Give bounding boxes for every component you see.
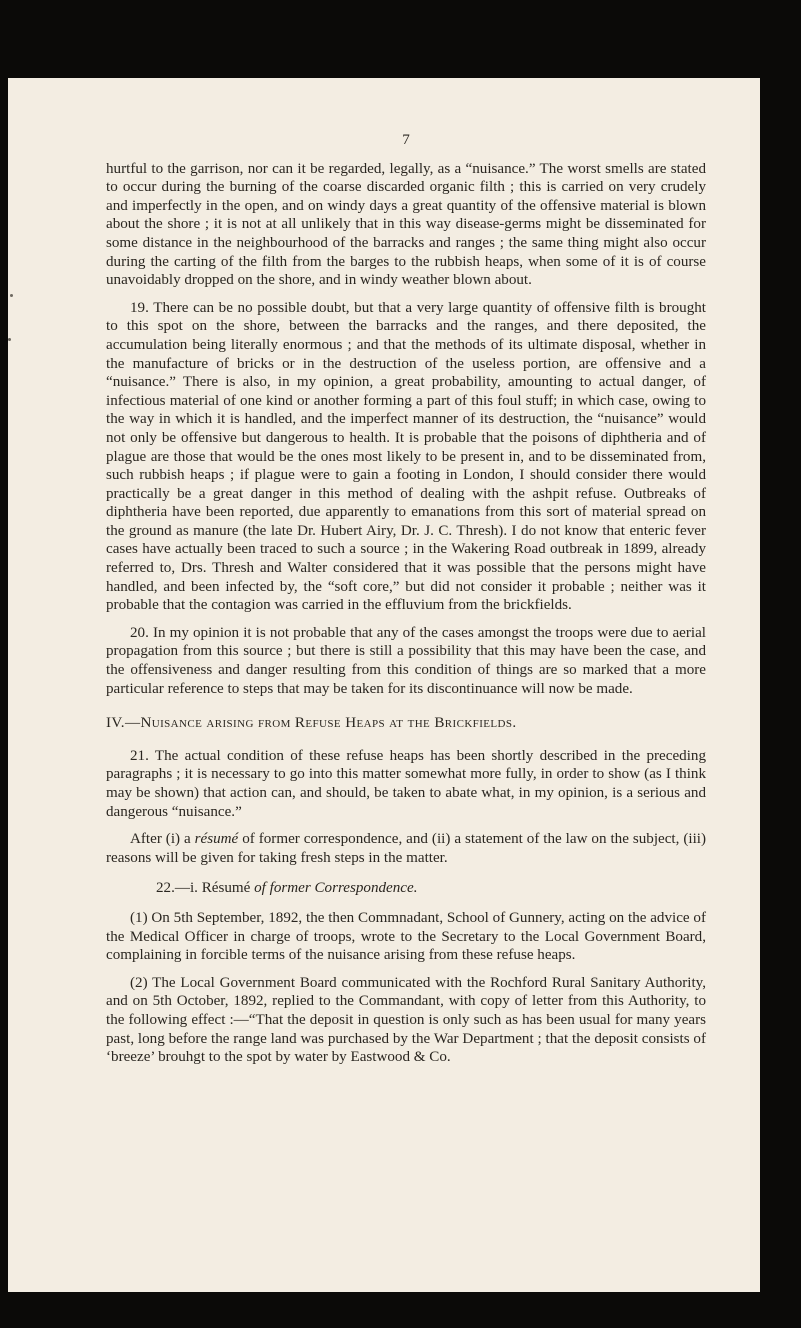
- paragraph-after: [106, 830, 706, 867]
- after-text-start: After (i) a: [130, 831, 195, 848]
- numbered-paragraph-2: (2) The Local Government Board communicated with the Rochford Rural Sanitary Authority, and on 5th October, 1892, replied to the Commandant, with copy of letter from this Authority, to the following effect :—“That the deposit in question is only such as has been usual for many years past, long before the range land was purchased by the War Department ; that the deposit consists of ‘breeze’ brouhgt to the spot by water by Eastwood & Co.: [106, 974, 706, 1066]
- section-heading-prefix: IV.—: [106, 715, 141, 732]
- section-heading-title: Nuisance arising from Refuse Heaps at the Brickfields.: [140, 715, 517, 732]
- numbered-paragraph-1: (1) On 5th September, 1892, the then Commnadant, School of Gunnery, acting on the advice of the Medical Officer in charge of troops, wrote to the Secretary to the Local Government Board, complaining in forcible terms of the nuisance arising from these refuse heaps.: [106, 909, 706, 964]
- paragraph-20: 20. In my opinion it is not probable that any of the cases amongst the troops were due to aerial propagation from this source ; but there is still a possibility that this may have been the case, and the offensiveness and danger resulting from this condition of things are so marked that a more particular reference to steps that may be taken for its discontinuance will now be made.: [106, 624, 706, 697]
- after-text-end: of former correspondence, and (ii) a statement of the law on the subject, (iii) reasons will be given for taking fresh steps in the matter.: [106, 831, 706, 866]
- paragraph-21: 21. The actual condition of these refuse heaps has been shortly described in the preceding paragraphs ; it is necessary to go into this matter somewhat more fully, in order to show (as I think may be shown) that action can, and should, be taken to abate what, in my opinion, is a serious and dangerous “nuisance.”: [106, 747, 706, 820]
- section-heading: [106, 714, 706, 733]
- page-content: [106, 131, 706, 1076]
- page-number: 7: [402, 132, 410, 148]
- document-page: [8, 78, 760, 1292]
- resume-italic: résumé: [194, 831, 239, 848]
- subheading-resume: [106, 879, 706, 898]
- subheading-prefix: 22.—i. Résumé: [156, 880, 255, 897]
- margin-speck: [8, 338, 11, 341]
- paragraph-continued: hurtful to the garrison, nor can it be regarded, legally, as a “nuisance.” The worst smells are stated to occur during the burning of the coarse discarded organic filth ; this is carried on very crudely and imperfectly in the open, and on windy days a great quantity of the offensive material is blown about the shore ; it is not at all unlikely that in this way disease-germs might be disseminated for some distance in the neighbourhood of the barracks and ranges ; the same thing might also occur during the carting of the filth from the barges to the rubbish heaps, when some of it is of course unavoidably dropped on the shore, and in windy weather blown about.: [106, 160, 706, 289]
- subheading-italic: of former Correspondence.: [254, 880, 418, 897]
- margin-speck: [10, 294, 13, 297]
- paragraph-19: 19. There can be no possible doubt, but that a very large quantity of offensive filth is brought to this spot on the shore, between the barracks and the ranges, and there deposited, the accumulation being literally enormous ; and that the methods of its ultimate disposal, whether in the manufacture of bricks or in the destruction of the useless portion, are offensive and a “nuisance.” There is also, in my opinion, a great probability, amounting to actual danger, of infectious material of one kind or another forming a part of this foul stuff; in which case, owing to the way in which it is handled, and the imperfect manner of its destruction, the “nuisance” would not only be offensive but dangerous to health. It is probable that the poisons of diphtheria and of plague are those that would be the ones most likely to be present in, and to be disseminated from, such rubbish heaps ; if plague were to gain a footing in London, I should consider there would practically be a great danger in this method of dealing with the ashpit refuse. Outbreaks of diphtheria have been reported, due apparently to emanations from this sort of material spread on the ground as manure (the late Dr. Hubert Airy, Dr. J. C. Thresh). I do not know that enteric fever cases have actually been traced to such a source ; in the Wakering Road outbreak in 1899, already referred to, Drs. Thresh and Walter considered that it was possible that the persons might have handled, and been infected by, the “soft core,” but did not consider it probable ; neither was it probable that the contagion was carried in the effluvium from the brickfields.: [106, 299, 706, 614]
